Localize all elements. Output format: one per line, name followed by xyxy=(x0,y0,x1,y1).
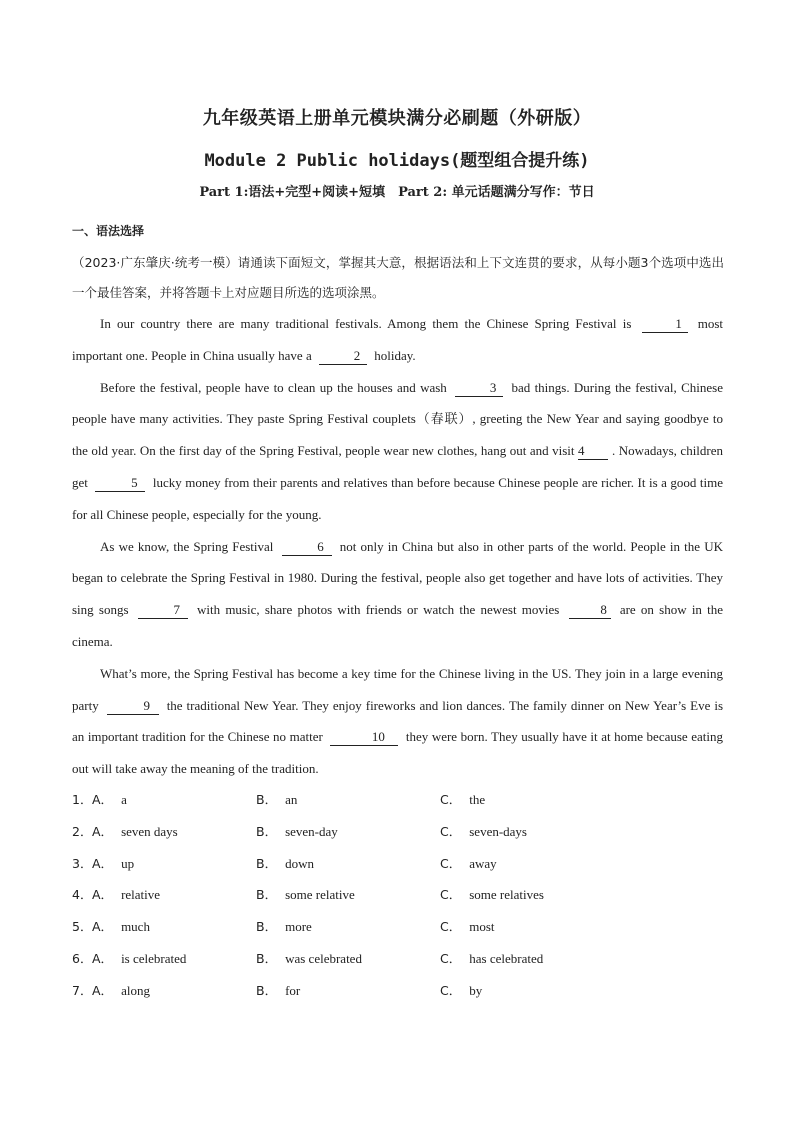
passage-text: the traditional New Year. They enjoy fireworks and lion dances. The family dinner on New Year’s Eve is an important tradition for the Chinese no matter xyxy=(72,697,724,745)
question-number: 4． xyxy=(72,887,93,903)
blank-4: 4 xyxy=(578,443,608,460)
question-number: 2． xyxy=(72,823,93,839)
question-row xyxy=(72,850,724,882)
paragraph-1 xyxy=(72,308,723,372)
passage-text: Before the festival, people have to clean up the houses and wash xyxy=(100,379,447,395)
option-b: B． some relative xyxy=(256,887,355,903)
document-subtitle: Module 2 Public holidays(题型组合提升练) xyxy=(204,151,590,171)
question-row xyxy=(72,818,724,850)
option-a: A． seven days xyxy=(92,823,178,839)
paragraph-3 xyxy=(72,531,723,658)
passage-text: bad things. During the festival, Chinese people have many activities. They paste Spring Festival couplets（春联）, greeting the New Year and saying goodbye to the old year. On the first day of the Spring Festival, people wear new clothes, hang out and visit xyxy=(72,379,723,459)
reading-passage xyxy=(72,308,723,785)
passage-text: with music, share photos with friends or watch the newest movies xyxy=(196,602,560,618)
passage-text: holiday. xyxy=(374,347,416,363)
question-number: 3． xyxy=(72,855,93,871)
passage-text: As we know, the Spring Festival xyxy=(100,538,274,554)
option-c: C． some relatives xyxy=(440,887,544,903)
instructions: （2023·广东肇庆·统考一模）请通读下面短文，掌握其大意，根据语法和上下文连贯的要求，从每小题3个选项中选出一个最佳答案，并将答题卡上对应题目所选的选项涂黑。 xyxy=(72,255,724,300)
option-c: C． has celebrated xyxy=(440,950,544,966)
blank-9: 9 xyxy=(107,698,159,715)
document-title: 九年级英语上册单元模块满分必刷题（外研版） xyxy=(202,108,592,129)
option-b: B． more xyxy=(256,919,312,935)
passage-text: lucky money from their parents and relatives than before because Chinese people are richer. It is a good time for all Chinese people, especially for the young. xyxy=(72,474,724,522)
option-b: B． for xyxy=(256,982,301,998)
option-a: A． relative xyxy=(92,887,161,903)
option-b: B． seven-day xyxy=(256,823,338,839)
passage-text: they were born. They usually have it at home because eating out will take away the meaning of the tradition. xyxy=(72,729,723,777)
passage-text: What’s more, the Spring Festival has become a key time for the Chinese living in the US. They join in a large evening party xyxy=(72,665,723,713)
document-parts-line: Part 1:语法+完型+阅读+短填 Part 2: 单元话题满分写作：节日 xyxy=(199,185,595,200)
question-number: 1． xyxy=(72,792,93,807)
option-c: C． by xyxy=(440,982,483,998)
question-options xyxy=(72,786,724,1009)
blank-2: 2 xyxy=(319,348,367,365)
passage-text: In our country there are many traditional festivals. Among them the Chinese Spring Festival is xyxy=(100,316,632,331)
passage-text: . Nowadays, children get xyxy=(72,443,724,490)
option-a: A． along xyxy=(92,982,150,998)
question-row xyxy=(72,945,724,977)
option-b: B． was celebrated xyxy=(256,950,362,966)
question-row xyxy=(72,977,724,1009)
passage-text: most important one. People in China usually have a xyxy=(72,316,724,363)
blank-8: 8 xyxy=(569,602,611,619)
section-title: 一、语法选择 xyxy=(72,224,145,238)
blank-7: 7 xyxy=(138,602,188,619)
option-c: C． the xyxy=(440,792,486,807)
option-a: A． a xyxy=(92,792,127,807)
blank-1: 1 xyxy=(642,316,688,333)
option-c: C． most xyxy=(440,919,495,935)
blank-3: 3 xyxy=(455,380,503,397)
question-number: 6． xyxy=(72,950,93,966)
question-row xyxy=(72,786,724,818)
paragraph-4 xyxy=(72,658,723,785)
option-b: B． down xyxy=(256,855,314,871)
passage-text: not only in China but also in other parts of the world. People in the UK began to celebrate the Spring Festival in 1980. During the festival, people also get together and have lots of activities. They sing songs xyxy=(72,538,723,618)
option-a: A． up xyxy=(92,855,135,871)
question-number: 5． xyxy=(72,919,93,935)
blank-5: 5 xyxy=(95,475,145,492)
option-b: B． an xyxy=(256,792,298,807)
blank-10: 10 xyxy=(330,729,398,746)
question-row xyxy=(72,913,724,945)
question-row xyxy=(72,881,724,913)
option-c: C． seven-days xyxy=(440,823,527,839)
passage-text: are on show in the cinema. xyxy=(72,602,724,649)
blank-6: 6 xyxy=(282,539,332,556)
question-number: 7． xyxy=(72,982,93,998)
option-c: C． away xyxy=(440,855,497,871)
option-a: A． much xyxy=(92,919,150,935)
paragraph-2 xyxy=(72,372,723,531)
option-a: A． is celebrated xyxy=(92,950,187,966)
